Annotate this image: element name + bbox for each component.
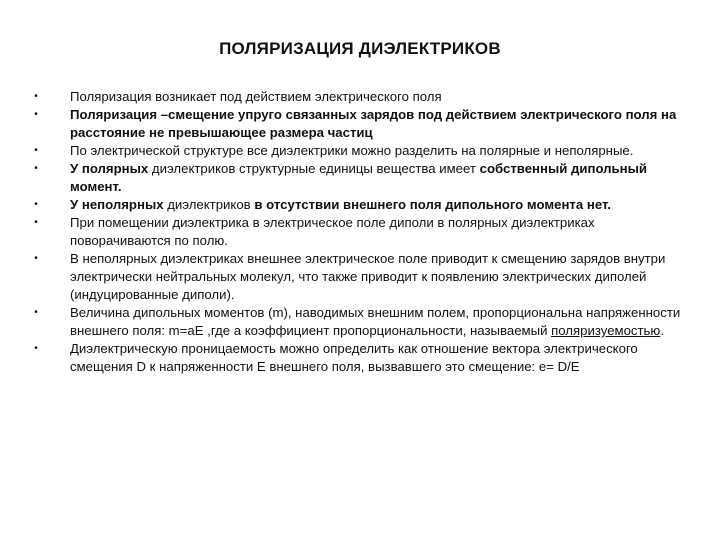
slide-title: ПОЛЯРИЗАЦИЯ ДИЭЛЕКТРИКОВ — [219, 39, 501, 58]
bullet-icon: • — [34, 163, 38, 174]
item-text: Поляризация возникает под действием электрического поля — [70, 89, 442, 104]
list-item — [30, 106, 690, 142]
bullet-icon: • — [34, 253, 38, 264]
list-item — [30, 142, 690, 160]
item-text: . — [660, 323, 664, 338]
item-text: У полярных — [70, 161, 149, 176]
item-text: собственный дипольный момент. — [70, 161, 647, 194]
item-text: в отсутствии внешнего поля дипольного момента нет. — [254, 197, 611, 212]
item-text: Диэлектрическую проницаемость можно определить как отношение вектора электрического смещения D к напряженности E внешнего поля, вызвавшего это смещение: e= D/E — [70, 341, 638, 374]
bullet-icon: • — [34, 217, 38, 228]
bullet-icon: • — [34, 199, 38, 210]
list-item — [30, 88, 690, 106]
item-text: диэлектриков структурные единицы вещества имеет — [148, 161, 480, 176]
item-text: В неполярных диэлектриках внешнее электрическое поле приводит к смещению зарядов внутри электрически нейтральных молекул, что также приводит к появлению электрических диполей (индуцированные диполи). — [70, 251, 666, 302]
list-item — [30, 214, 690, 250]
bullet-icon: • — [34, 307, 38, 318]
bullet-list — [30, 88, 690, 376]
item-text: Величина дипольных моментов (m), наводимых внешним полем, пропорциональна напряженности внешнего поля: m=aE ,где a коэффициент пропорциональности, называемый — [70, 305, 681, 338]
item-text: У неполярных — [70, 197, 164, 212]
item-text: Поляризация –смещение упруго связанных зарядов под действием электрического поля на расстояние не превышающее размера частиц — [70, 107, 677, 140]
item-text: По электрической структуре все диэлектрики можно разделить на полярные и неполярные. — [70, 143, 634, 158]
list-item — [30, 340, 690, 376]
list-item — [30, 160, 690, 196]
bullet-icon: • — [34, 109, 38, 120]
bullet-icon: • — [34, 145, 38, 156]
bullet-icon: • — [34, 343, 38, 354]
list-item — [30, 196, 690, 214]
item-text: диэлектриков — [163, 197, 255, 212]
list-item — [30, 304, 690, 340]
list-item — [30, 250, 690, 304]
item-text: При помещении диэлектрика в электрическое поле диполи в полярных диэлектриках поворачиваются по полю. — [70, 215, 595, 248]
bullet-icon: • — [34, 91, 38, 102]
item-text: поляризуемостью — [551, 323, 661, 338]
